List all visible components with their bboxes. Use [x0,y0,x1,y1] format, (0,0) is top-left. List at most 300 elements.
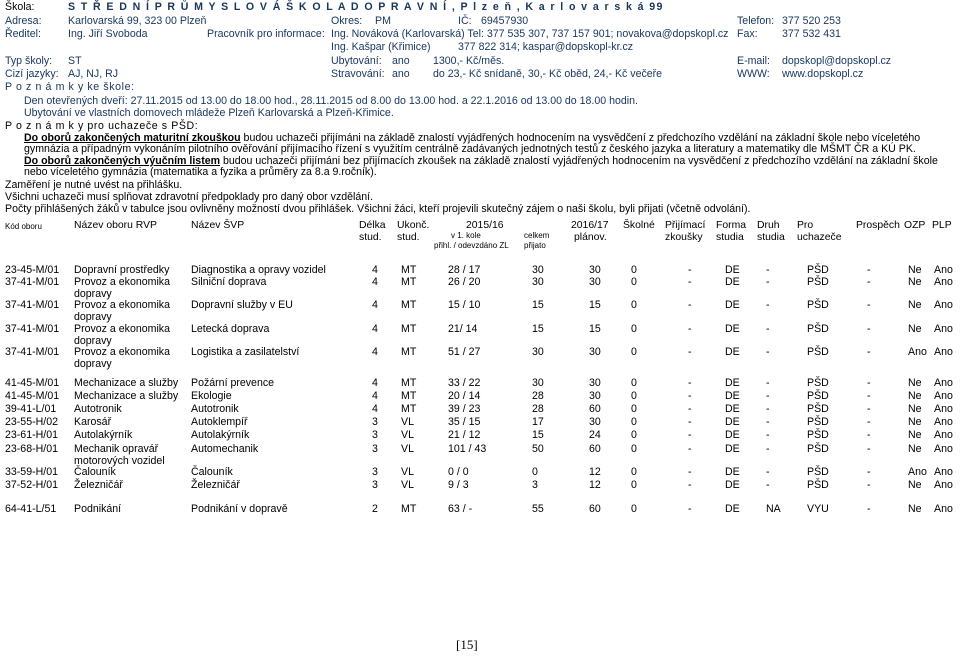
worker1-value: Ing. Nováková (Karlovarská) Tel: 377 535 307, 737 157 901; novakova@dopskopl.cz [331,28,729,40]
cell-ozp: Ne [908,323,922,335]
cell-kod: 37-52-H/01 [5,479,58,491]
cell-plan: 30 [589,377,601,389]
school-name: S T Ř E D N Í P R Ů M Y S L O V Á Š K O L A D O P R A V N Í , P l z e ň , K a r l o v a r s k á 99 [68,1,664,13]
cell-forma: DE [725,479,740,491]
cell-ukonc: VL [401,466,414,478]
th-ukonc-2: stud. [397,232,420,243]
cell-ozp: Ne [908,403,922,415]
cell-prosp: - [867,299,871,311]
cell-celkem: 28 [532,390,544,402]
cell-v1: 63 / - [448,503,473,515]
cell-prosp: - [867,403,871,415]
cell-plan: 60 [589,403,601,415]
th-druh-1: Druh [757,220,780,231]
cell-plan: 30 [589,276,601,288]
cell-prosp: - [867,346,871,358]
cell-kod: 23-68-H/01 [5,443,58,455]
cell-skolne: 0 [631,403,637,415]
cell-zk: - [688,443,692,455]
cell-v1: 51 / 27 [448,346,481,358]
cell-kod: 37-41-M/01 [5,299,60,311]
cell-plan: 30 [589,390,601,402]
cell-v1: 33 / 22 [448,377,481,389]
th-year-2015: 2015/16 [466,220,504,231]
th-delka-1: Délka [359,220,386,231]
cell-celkem: 15 [532,299,544,311]
th-year-2016-1: 2016/17 [571,220,609,231]
cell-prosp: - [867,264,871,276]
cell-ukonc: MT [401,276,417,288]
cell-svp: Čalouník [191,466,233,478]
cell-druh: - [766,416,770,428]
cell-v1: 0 / 0 [448,466,469,478]
cell-skolne: 0 [631,264,637,276]
cell-svp: Diagnostika a opravy vozidel [191,264,326,276]
cell-forma: DE [725,466,740,478]
cell-v1: 20 / 14 [448,390,481,402]
th-druh-2: studia [757,232,785,243]
district-label: Okres: [331,15,363,27]
cell-v1: 39 / 23 [448,403,481,415]
cell-plp: Ano [934,377,953,389]
cell-pro: PŠD [807,323,829,335]
paragraph-maturita [24,133,949,155]
cell-druh: - [766,429,770,441]
cell-plp: Ano [934,403,953,415]
cell-zk: - [688,346,692,358]
email-value: dopskopl@dopskopl.cz [782,55,892,67]
cell-rvp-line2: dopravy [74,335,112,347]
cell-plan: 12 [589,479,601,491]
cell-pro: PŠD [807,403,829,415]
notes-line4: Všichni uchazeči musí splňovat zdravotní předpoklady pro daný obor vzdělání. [5,191,374,203]
cell-forma: DE [725,346,740,358]
cell-delka: 3 [372,443,378,455]
address-value: Karlovarská 99, 323 00 Plzeň [68,15,207,27]
type-label: Typ školy: [5,55,53,67]
cell-skolne: 0 [631,323,637,335]
cell-delka: 2 [372,503,378,515]
cell-celkem: 15 [532,429,544,441]
cell-ukonc: VL [401,479,414,491]
cell-svp: Logistika a zasilatelství [191,346,300,358]
cell-kod: 39-41-L/01 [5,403,57,415]
cell-rvp: Autolakýrník [74,429,133,441]
cell-plp: Ano [934,276,953,288]
cell-pro: PŠD [807,443,829,455]
paragraph-vyucni-list [24,156,949,178]
cell-plp: Ano [934,264,953,276]
cell-ukonc: MT [401,403,417,415]
paragraph-vyucni-list-text: budou uchazeči přijímáni bez přijímacích zkoušek na základě znalostí vyjádřených hodnocením na vysvědčení z předchozího vzdělání na základní škole nebo víceletého gymnázia (matematika a fyzika a průměry za 8.a 9.ročník). [24,155,938,178]
cell-skolne: 0 [631,503,637,515]
cell-skolne: 0 [631,346,637,358]
cell-rvp-line2: dopravy [74,358,112,370]
cell-ozp: Ne [908,479,922,491]
cell-svp: Autolakýrník [191,429,250,441]
cell-v1: 21 / 12 [448,429,481,441]
cell-druh: - [766,346,770,358]
cell-rvp: Mechanizace a služby [74,390,179,402]
cell-celkem: 15 [532,323,544,335]
cell-druh: - [766,466,770,478]
fax-label: Fax: [737,28,758,40]
cell-skolne: 0 [631,299,637,311]
cell-rvp: Podnikání [74,503,122,515]
cell-rvp: Provoz a ekonomika [74,276,170,288]
cell-ozp: Ne [908,429,922,441]
cell-delka: 3 [372,416,378,428]
email-label: E-mail: [737,55,770,67]
cell-ukonc: VL [401,416,414,428]
cell-plan: 15 [589,323,601,335]
cell-plp: Ano [934,466,953,478]
page-number: [15] [456,637,478,652]
th-forma-2: studia [716,232,744,243]
cell-ozp: Ne [908,390,922,402]
cell-druh: - [766,323,770,335]
cell-svp: Silniční doprava [191,276,267,288]
cell-ukonc: MT [401,390,417,402]
cell-forma: DE [725,416,740,428]
cell-kod: 37-41-M/01 [5,346,60,358]
cell-zk: - [688,429,692,441]
cell-ozp: Ne [908,276,922,288]
cell-pro: PŠD [807,479,829,491]
cell-pro: PŠD [807,416,829,428]
cell-prosp: - [867,390,871,402]
cell-rvp: Mechanizace a služby [74,377,179,389]
cell-skolne: 0 [631,479,637,491]
cell-pro: PŠD [807,429,829,441]
cell-skolne: 0 [631,276,637,288]
paragraph-maturita-lead: Do oborů zakončených maturitní zkouškou [24,132,241,144]
cell-delka: 4 [372,403,378,415]
cell-rvp-line2: motorových vozidel [74,455,165,467]
cell-ukonc: MT [401,346,417,358]
paragraph-vyucni-list-lead: Do oborů zakončených výučním listem [24,155,221,167]
th-celkem-2: přijato [524,241,546,250]
cell-svp: Autotronik [191,403,239,415]
th-forma-1: Forma [716,220,747,231]
notes-line5: Počty přihlášených žáků v tabulce jsou ovlivněny možností dvou přihlášek. Všichni žáci, kteří projevili skutečný zájem o naši školu, byli přijati (včetně odvolání). [5,203,751,215]
notes-school-line2: Ubytování ve vlastních domovech mládeže Plzeň Karlovarská a Plzeň-Křimice. [24,107,394,119]
cell-ozp: Ne [908,264,922,276]
cell-ukonc: VL [401,429,414,441]
cell-rvp: Provoz a ekonomika [74,346,170,358]
phone-label: Telefon: [737,15,775,27]
th-ozp: OZP [904,220,926,231]
cell-skolne: 0 [631,390,637,402]
cell-ukonc: MT [401,299,417,311]
cell-celkem: 30 [532,264,544,276]
cell-plan: 24 [589,429,601,441]
cell-ozp: Ano [908,346,927,358]
cell-pro: PŠD [807,276,829,288]
th-pro-1: Pro [797,220,814,231]
housing-value: ano [392,55,410,67]
worker2-value: Ing. Kašpar (Křimice) [331,41,431,53]
cell-rvp: Čalouník [74,466,116,478]
cell-skolne: 0 [631,429,637,441]
cell-pro: PŠD [807,299,829,311]
director-value: Ing. Jiří Svoboda [68,28,148,40]
cell-forma: DE [725,276,740,288]
meals-label: Stravování: [331,68,385,80]
cell-zk: - [688,276,692,288]
cell-druh: - [766,377,770,389]
cell-celkem: 17 [532,416,544,428]
th-prijimaci-2: zkoušky [665,232,703,243]
cell-plp: Ano [934,416,953,428]
cell-forma: DE [725,443,740,455]
address-label: Adresa: [5,15,42,27]
cell-plp: Ano [934,299,953,311]
cell-svp: Ekologie [191,390,232,402]
cell-zk: - [688,390,692,402]
ic-value: 69457930 [481,15,529,27]
cell-delka: 3 [372,479,378,491]
workplace-label: Pracovník pro informace: [207,28,325,40]
cell-prosp: - [867,443,871,455]
cell-pro: PŠD [807,264,829,276]
paragraph-maturita-text: budou uchazeči přijímáni na základě znalostí vyjádřených hodnocením na vysvědčení z předchozího vzdělání na základní škole nebo víceletého gymnázia a případným vykonáním pilotního ověřování přijímacího řízení s využitím centrálně zadávaných jednotných testů z českého jazyka a literatury a matematiky dle MŠMT ČR a KÚ PK. [24,132,921,155]
cell-druh: - [766,299,770,311]
cell-druh: - [766,264,770,276]
cell-pro: PŠD [807,390,829,402]
cell-plp: Ano [934,443,953,455]
notes-school-heading: P o z n á m k y ke škole: [5,81,135,93]
cell-plp: Ano [934,429,953,441]
cell-v1: 28 / 17 [448,264,481,276]
cell-v1: 35 / 15 [448,416,481,428]
cell-v1: 101 / 43 [448,443,487,455]
cell-rvp: Provoz a ekonomika [74,299,170,311]
cell-celkem: 0 [532,466,538,478]
cell-plp: Ano [934,390,953,402]
cell-zk: - [688,416,692,428]
cell-druh: - [766,390,770,402]
cell-skolne: 0 [631,443,637,455]
cell-plp: Ano [934,346,953,358]
th-plp: PLP [932,220,952,231]
cell-v1: 9 / 3 [448,479,469,491]
cell-zk: - [688,377,692,389]
cell-rvp: Provoz a ekonomika [74,323,170,335]
ic-label: IČ: [458,15,472,27]
cell-forma: DE [725,390,740,402]
cell-delka: 4 [372,390,378,402]
th-prijimaci-1: Přijímací [665,220,706,231]
cell-prosp: - [867,479,871,491]
cell-druh: - [766,276,770,288]
cell-druh: - [766,443,770,455]
th-kod: Kód oboru [5,222,42,231]
cell-ukonc: MT [401,503,417,515]
cell-delka: 4 [372,276,378,288]
cell-kod: 33-59-H/01 [5,466,58,478]
cell-svp: Podnikání v dopravě [191,503,288,515]
cell-plan: 60 [589,443,601,455]
cell-kod: 37-41-M/01 [5,276,60,288]
cell-rvp-line2: dopravy [74,311,112,323]
cell-skolne: 0 [631,466,637,478]
cell-svp: Automechanik [191,443,259,455]
cell-rvp-line2: dopravy [74,288,112,300]
cell-prosp: - [867,466,871,478]
cell-plan: 30 [589,416,601,428]
cell-zk: - [688,264,692,276]
cell-kod: 23-45-M/01 [5,264,60,276]
cell-celkem: 55 [532,503,544,515]
cell-prosp: - [867,276,871,288]
cell-plan: 60 [589,503,601,515]
fax-value: 377 532 431 [782,28,841,40]
cell-rvp: Autotronik [74,403,122,415]
cell-pro: PŠD [807,377,829,389]
cell-kod: 23-61-H/01 [5,429,58,441]
cell-pro: PŠD [807,466,829,478]
cell-ukonc: MT [401,377,417,389]
cell-zk: - [688,299,692,311]
cell-svp: Železničář [191,479,240,491]
housing-label: Ubytování: [331,55,382,67]
cell-pro: PŠD [807,346,829,358]
cell-plan: 30 [589,346,601,358]
cell-svp: Požární prevence [191,377,275,389]
cell-druh: NA [766,503,781,515]
cell-delka: 3 [372,429,378,441]
cell-celkem: 30 [532,276,544,288]
meals-value: ano [392,68,410,80]
th-v1kole-2: přihl. / odevzdáno ZL [434,241,509,250]
cell-delka: 4 [372,264,378,276]
cell-plan: 15 [589,299,601,311]
cell-forma: DE [725,503,740,515]
phone-value: 377 520 253 [782,15,841,27]
cell-plan: 12 [589,466,601,478]
cell-forma: DE [725,377,740,389]
cell-zk: - [688,323,692,335]
th-year-2016-2: plánov. [574,232,607,243]
type-value: ST [68,55,82,67]
cell-prosp: - [867,416,871,428]
cell-kod: 64-41-L/51 [5,503,57,515]
cell-zk: - [688,503,692,515]
cell-svp: Autoklempíř [191,416,248,428]
cell-delka: 4 [372,323,378,335]
cell-plan: 30 [589,264,601,276]
cell-prosp: - [867,429,871,441]
cell-rvp: Železničář [74,479,123,491]
cell-celkem: 28 [532,403,544,415]
cell-ozp: Ne [908,416,922,428]
cell-skolne: 0 [631,377,637,389]
cell-v1: 21/ 14 [448,323,478,335]
th-delka-2: stud. [359,232,382,243]
cell-celkem: 30 [532,377,544,389]
cell-pro: VYU [807,503,829,515]
cell-rvp: Dopravní prostředky [74,264,170,276]
cell-kod: 23-55-H/02 [5,416,58,428]
cell-ozp: Ne [908,503,922,515]
cell-delka: 4 [372,299,378,311]
th-ukonc-1: Ukonč. [397,220,430,231]
cell-prosp: - [867,323,871,335]
th-pro-2: uchazeče [797,232,842,243]
cell-ukonc: MT [401,264,417,276]
cell-svp: Letecká doprava [191,323,270,335]
cell-ozp: Ne [908,299,922,311]
cell-kod: 37-41-M/01 [5,323,60,335]
cell-forma: DE [725,429,740,441]
notes-school-line1: Den otevřených dveří: 27.11.2015 od 13.00 do 18.00 hod., 28.11.2015 od 8.00 do 13.00 hod. a 22.1.2016 od 13.00 do 18.00 hodin. [24,95,638,107]
cell-v1: 15 / 10 [448,299,481,311]
school-label: Škola: [5,1,35,13]
cell-celkem: 50 [532,443,544,455]
th-nazev-rvp: Název oboru RVP [74,220,157,231]
www-value: www.dopskopl.cz [782,68,864,80]
cell-ukonc: VL [401,443,414,455]
notes-applicants-heading: P o z n á m k y pro uchazeče s PŠD: [5,120,199,132]
cell-prosp: - [867,503,871,515]
cell-forma: DE [725,323,740,335]
cell-plp: Ano [934,479,953,491]
cell-plp: Ano [934,323,953,335]
cell-druh: - [766,479,770,491]
cell-rvp: Mechanik opravář [74,443,159,455]
cell-kod: 41-45-M/01 [5,377,60,389]
meals-price: do 23,- Kč snídaně, 30,- Kč oběd, 24,- Kč večeře [433,68,663,80]
cell-celkem: 30 [532,346,544,358]
cell-ozp: Ne [908,377,922,389]
cell-celkem: 3 [532,479,538,491]
cell-ozp: Ne [908,443,922,455]
cell-zk: - [688,403,692,415]
cell-rvp: Karosář [74,416,112,428]
th-prospech: Prospěch [856,220,900,231]
cell-ukonc: MT [401,323,417,335]
cell-svp: Dopravní služby v EU [191,299,293,311]
district-value: PM [375,15,391,27]
cell-druh: - [766,403,770,415]
th-skolne: Školné [623,220,655,231]
cell-forma: DE [725,299,740,311]
languages-value: AJ, NJ, RJ [68,68,119,80]
cell-kod: 41-45-M/01 [5,390,60,402]
cell-plp: Ano [934,503,953,515]
www-label: WWW: [737,68,770,80]
th-celkem-1: celkem [524,231,550,240]
worker2-contact: 377 822 314; kaspar@dopskopl-kr.cz [458,41,634,53]
cell-forma: DE [725,264,740,276]
cell-zk: - [688,479,692,491]
th-v1kole-1: v 1. kole [451,231,481,240]
cell-v1: 26 / 20 [448,276,481,288]
cell-zk: - [688,466,692,478]
cell-skolne: 0 [631,416,637,428]
director-label: Ředitel: [5,28,41,40]
cell-delka: 4 [372,346,378,358]
cell-ozp: Ano [908,466,927,478]
cell-delka: 3 [372,466,378,478]
languages-label: Cizí jazyky: [5,68,59,80]
notes-line3: Zaměření je nutné uvést na přihlášku. [5,179,183,191]
cell-delka: 4 [372,377,378,389]
th-nazev-svp: Název ŠVP [191,220,245,231]
cell-prosp: - [867,377,871,389]
housing-price: 1300,- Kč/měs. [433,55,505,67]
